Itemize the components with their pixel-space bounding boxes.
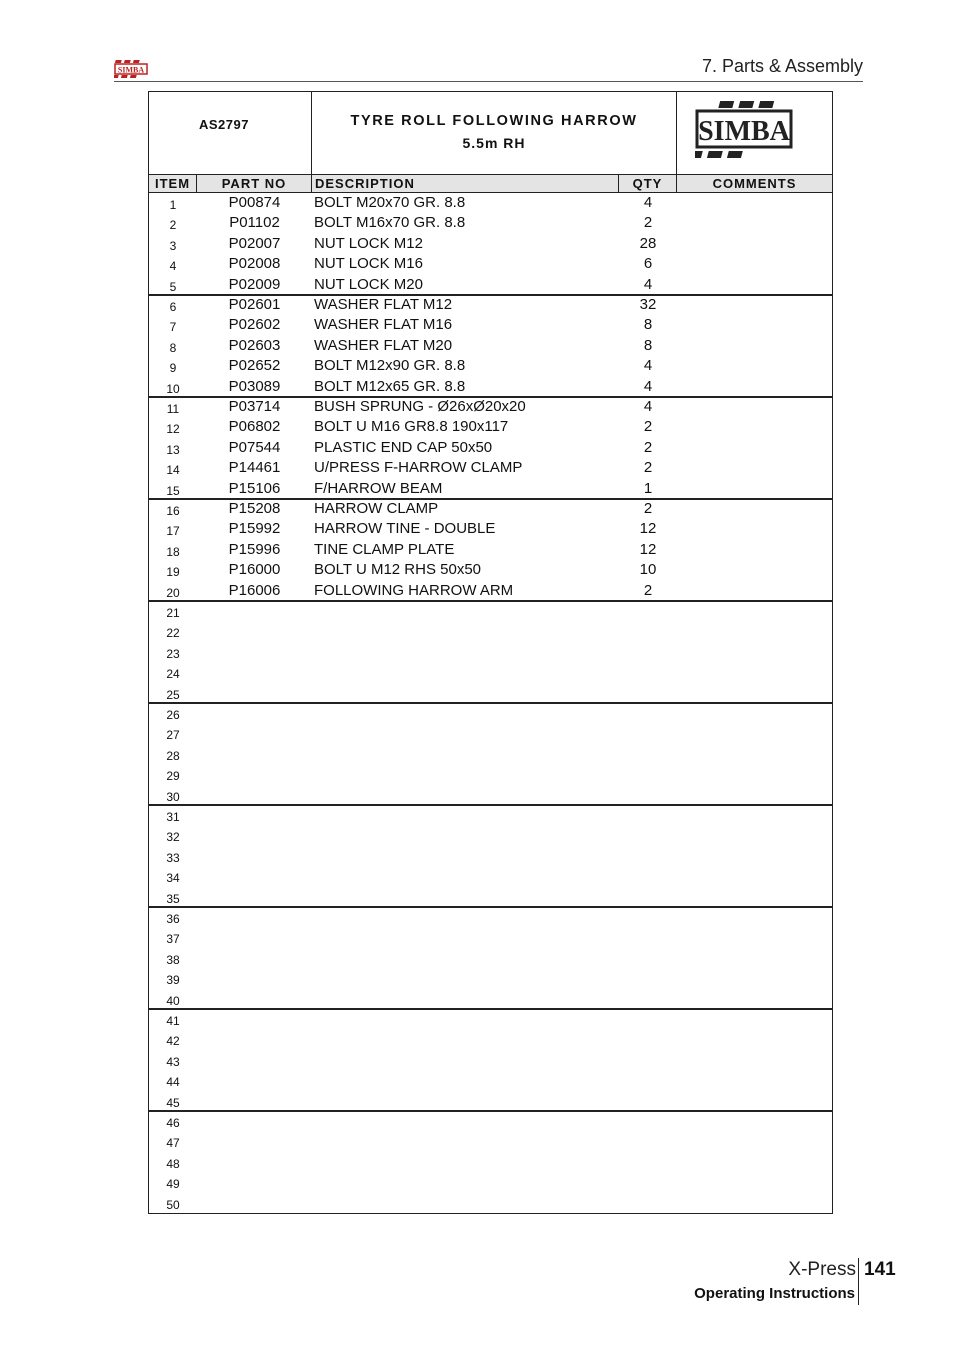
assembly-title-cell: [312, 92, 677, 174]
table-row: [149, 948, 832, 968]
part-no-cell: [197, 601, 312, 621]
item-cell: 48: [166, 1156, 180, 1171]
qty-cell: [619, 846, 677, 866]
table-row: [149, 315, 832, 335]
item-cell: 14: [166, 463, 180, 478]
table-row: [149, 1131, 832, 1151]
item-cell: 37: [166, 932, 180, 947]
part-no-cell: [197, 1131, 312, 1151]
table-row: [149, 744, 832, 764]
description-cell: BOLT M12x90 GR. 8.8: [314, 357, 466, 375]
column-header-qty: QTY: [619, 175, 677, 192]
qty-cell: 2: [643, 418, 653, 436]
simba-logo: [695, 98, 795, 162]
item-cell: 10: [166, 381, 180, 396]
item-cell: 1: [169, 198, 177, 212]
qty-cell: [619, 703, 677, 723]
part-no-cell: [197, 1009, 312, 1029]
qty-cell: 2: [643, 500, 653, 517]
table-row: [149, 254, 832, 274]
table-row: [149, 1009, 832, 1029]
item-cell: 35: [166, 891, 180, 906]
part-no-cell: [197, 642, 312, 662]
table-row: [149, 540, 832, 560]
item-cell: 24: [166, 667, 180, 682]
item-cell: 17: [166, 524, 180, 539]
qty-cell: [619, 948, 677, 968]
item-cell: 13: [166, 442, 180, 457]
part-no-cell: [197, 1029, 312, 1049]
part-no-cell: [197, 927, 312, 947]
footer-divider: [858, 1258, 859, 1305]
qty-cell: [619, 785, 677, 805]
description-cell: BOLT M12x65 GR. 8.8: [314, 377, 466, 395]
item-cell: 32: [166, 830, 180, 845]
item-cell: 22: [166, 626, 180, 641]
qty-cell: [619, 887, 677, 907]
qty-cell: [619, 927, 677, 947]
item-cell: 38: [166, 952, 180, 967]
table-row: [149, 723, 832, 743]
table-row: [149, 519, 832, 539]
part-no-cell: [197, 866, 312, 886]
table-row: [149, 846, 832, 866]
qty-cell: [619, 642, 677, 662]
item-cell: 26: [166, 708, 180, 722]
logo-cell: [677, 92, 832, 174]
item-cell: 43: [166, 1054, 180, 1069]
part-no-cell: P16006: [228, 581, 281, 599]
description-cell: BOLT M20x70 GR. 8.8: [314, 194, 466, 211]
table-row: [149, 560, 832, 580]
qty-cell: 2: [643, 459, 653, 477]
qty-cell: [619, 744, 677, 764]
item-cell: 44: [166, 1075, 180, 1090]
table-row: [149, 1193, 832, 1213]
table-row: [149, 989, 832, 1009]
item-cell: 3: [169, 238, 177, 253]
table-row: [149, 438, 832, 458]
qty-cell: [619, 723, 677, 743]
part-no-cell: [197, 1111, 312, 1131]
description-cell: WASHER FLAT M12: [314, 296, 453, 313]
svg-text:SIMBA: SIMBA: [117, 65, 145, 75]
table-row: [149, 927, 832, 947]
part-no-cell: [197, 989, 312, 1009]
table-row: [149, 275, 832, 295]
assembly-subtitle: 5.5m RH: [462, 135, 526, 151]
description-cell: U/PRESS F-HARROW CLAMP: [314, 459, 523, 477]
part-no-cell: P02652: [228, 357, 281, 375]
item-cell: 7: [169, 320, 177, 335]
table-row: [149, 377, 832, 397]
part-no-cell: [197, 846, 312, 866]
description-cell: WASHER FLAT M16: [314, 316, 453, 334]
table-row: [149, 642, 832, 662]
table-row: [149, 336, 832, 356]
item-cell: 16: [166, 504, 180, 518]
qty-cell: 2: [643, 581, 653, 599]
part-no-cell: [197, 1050, 312, 1070]
table-row: [149, 417, 832, 437]
item-cell: 40: [166, 993, 180, 1008]
part-no-cell: P01102: [229, 214, 280, 232]
qty-cell: 4: [643, 194, 653, 211]
item-cell: 34: [166, 871, 180, 886]
qty-cell: 4: [643, 275, 653, 293]
table-row: [149, 1172, 832, 1192]
part-no-cell: [197, 1070, 312, 1090]
description-cell: BOLT U M16 GR8.8 190x117: [314, 418, 509, 436]
part-no-cell: [197, 621, 312, 641]
assembly-title: TYRE ROLL FOLLOWING HARROW: [350, 113, 638, 129]
part-no-cell: [197, 785, 312, 805]
qty-cell: 8: [643, 336, 653, 354]
description-cell: HARROW TINE - DOUBLE: [314, 520, 496, 538]
table-row: [149, 356, 832, 376]
column-header-description: DESCRIPTION: [312, 175, 619, 192]
table-row: [149, 907, 832, 927]
item-cell: 19: [166, 565, 180, 580]
item-cell: 42: [166, 1034, 180, 1049]
part-no-cell: [197, 662, 312, 682]
column-header-row: [149, 174, 832, 193]
part-no-cell: P02603: [228, 336, 281, 354]
part-no-cell: [197, 683, 312, 703]
qty-cell: [619, 621, 677, 641]
description-cell: PLASTIC END CAP 50x50: [314, 438, 493, 456]
part-no-cell: [197, 907, 312, 927]
qty-cell: 6: [643, 255, 653, 273]
qty-cell: [619, 1172, 677, 1192]
assembly-number-cell: [149, 92, 312, 174]
description-cell: NUT LOCK M20: [314, 275, 423, 293]
description-cell: NUT LOCK M12: [314, 234, 423, 252]
header-simba-logo: [114, 59, 148, 79]
part-no-cell: P16000: [228, 561, 281, 579]
item-cell: 15: [166, 483, 180, 498]
qty-cell: [619, 1091, 677, 1111]
qty-cell: 8: [643, 316, 653, 334]
item-cell: 4: [169, 259, 177, 274]
table-row: [149, 805, 832, 825]
qty-cell: [619, 805, 677, 825]
qty-cell: [619, 825, 677, 845]
part-no-cell: P02602: [228, 316, 281, 334]
item-cell: 50: [166, 1197, 180, 1212]
qty-cell: 2: [643, 214, 653, 232]
table-row: [149, 662, 832, 682]
description-cell: HARROW CLAMP: [314, 500, 439, 517]
table-row: [149, 1070, 832, 1090]
table-row: [149, 479, 832, 499]
item-cell: 36: [166, 912, 180, 926]
table-row: [149, 785, 832, 805]
part-no-cell: [197, 805, 312, 825]
qty-cell: 4: [643, 398, 653, 415]
table-row: [149, 234, 832, 254]
item-cell: 45: [166, 1095, 180, 1110]
title-block: [149, 92, 832, 174]
part-no-cell: P03089: [228, 377, 281, 395]
qty-cell: [619, 764, 677, 784]
item-cell: 8: [169, 340, 177, 355]
table-row: [149, 1029, 832, 1049]
item-cell: 33: [166, 850, 180, 865]
part-no-cell: [197, 887, 312, 907]
description-cell: NUT LOCK M16: [314, 255, 423, 273]
description-cell: WASHER FLAT M20: [314, 336, 453, 354]
table-row: [149, 825, 832, 845]
description-cell: TINE CLAMP PLATE: [314, 540, 455, 558]
item-cell: 47: [166, 1136, 180, 1151]
qty-cell: 12: [639, 540, 657, 558]
qty-cell: [619, 1193, 677, 1213]
qty-cell: [619, 1070, 677, 1090]
part-no-cell: P15996: [228, 540, 281, 558]
part-no-cell: P03714: [228, 398, 281, 415]
description-cell: F/HARROW BEAM: [314, 479, 443, 497]
footer-product-name: X-Press: [788, 1259, 856, 1280]
part-no-cell: [197, 1172, 312, 1192]
item-cell: 29: [166, 769, 180, 784]
qty-cell: [619, 1050, 677, 1070]
column-header-item: ITEM: [149, 175, 197, 192]
table-row: [149, 621, 832, 641]
item-cell: 46: [166, 1116, 180, 1130]
part-no-cell: [197, 1193, 312, 1213]
item-cell: 23: [166, 646, 180, 661]
table-row: [149, 683, 832, 703]
part-no-cell: [197, 764, 312, 784]
table-row: [149, 499, 832, 519]
qty-cell: [619, 968, 677, 988]
part-no-cell: [197, 703, 312, 723]
table-row: [149, 458, 832, 478]
column-header-comments: COMMENTS: [712, 176, 797, 191]
description-cell: BOLT M16x70 GR. 8.8: [314, 214, 466, 232]
part-no-cell: P02009: [228, 275, 281, 293]
part-no-cell: [197, 825, 312, 845]
qty-cell: 4: [643, 357, 653, 375]
table-row: [149, 1152, 832, 1172]
item-cell: 11: [166, 402, 180, 416]
item-cell: 5: [169, 279, 177, 294]
item-cell: 30: [166, 789, 180, 804]
section-title: 7. Parts & Assembly: [701, 56, 863, 76]
item-cell: 18: [166, 544, 180, 559]
table-row: [149, 397, 832, 417]
item-cell: 39: [166, 973, 180, 988]
qty-cell: [619, 683, 677, 703]
part-no-cell: P07544: [228, 438, 281, 456]
part-no-cell: P02601: [228, 296, 281, 313]
qty-cell: 28: [639, 234, 657, 252]
item-cell: 28: [166, 748, 180, 763]
part-no-cell: P02008: [228, 255, 281, 273]
item-cell: 9: [169, 361, 177, 376]
part-no-cell: P15992: [228, 520, 281, 538]
table-row: [149, 1050, 832, 1070]
table-row: [149, 866, 832, 886]
table-row: [149, 601, 832, 621]
item-cell: 31: [166, 810, 180, 824]
description-cell: FOLLOWING HARROW ARM: [314, 581, 514, 599]
description-cell: BOLT U M12 RHS 50x50: [314, 561, 482, 579]
item-cell: 21: [166, 606, 180, 620]
header-divider: [114, 81, 863, 82]
item-cell: 27: [166, 728, 180, 743]
qty-cell: 1: [643, 479, 653, 497]
qty-cell: 32: [639, 296, 657, 313]
part-no-cell: P15208: [228, 500, 281, 517]
item-cell: 49: [166, 1177, 180, 1192]
part-no-cell: P02007: [228, 234, 281, 252]
qty-cell: [619, 907, 677, 927]
parts-list-sheet: [148, 91, 833, 1214]
item-cell: 20: [166, 585, 180, 600]
page-number: 141: [864, 1259, 896, 1280]
qty-cell: [619, 989, 677, 1009]
part-no-cell: P15106: [228, 479, 281, 497]
table-row: [149, 581, 832, 601]
svg-text:SIMBA: SIMBA: [698, 116, 790, 147]
qty-cell: [619, 1009, 677, 1029]
table-row: [149, 213, 832, 233]
table-row: [149, 1111, 832, 1131]
qty-cell: [619, 1029, 677, 1049]
footer-subtitle: Operating Instructions: [694, 1285, 855, 1302]
item-cell: 41: [166, 1014, 180, 1028]
part-no-cell: [197, 1152, 312, 1172]
qty-cell: 4: [643, 377, 653, 395]
qty-cell: [619, 866, 677, 886]
table-row: [149, 1091, 832, 1111]
qty-cell: 12: [639, 520, 657, 538]
part-no-cell: [197, 948, 312, 968]
item-cell: 6: [169, 300, 177, 314]
qty-cell: [619, 1152, 677, 1172]
qty-cell: 2: [643, 438, 653, 456]
table-row: [149, 295, 832, 315]
description-cell: BUSH SPRUNG - Ø26xØ20x20: [314, 398, 526, 415]
item-cell: 25: [166, 687, 180, 702]
assembly-number: AS2797: [199, 117, 249, 132]
column-header-part-no: PART NO: [197, 175, 312, 192]
item-cell: 2: [169, 218, 177, 233]
qty-cell: [619, 1111, 677, 1131]
qty-cell: 10: [639, 561, 657, 579]
part-no-cell: [197, 744, 312, 764]
part-no-cell: P14461: [228, 459, 281, 477]
part-no-cell: P00874: [228, 194, 281, 211]
part-no-cell: [197, 723, 312, 743]
part-no-cell: [197, 1091, 312, 1111]
table-row: [149, 703, 832, 723]
qty-cell: [619, 662, 677, 682]
qty-cell: [619, 1131, 677, 1151]
table-row: [149, 887, 832, 907]
part-no-cell: P06802: [228, 418, 281, 436]
table-row: [149, 968, 832, 988]
qty-cell: [619, 601, 677, 621]
table-row: [149, 764, 832, 784]
item-cell: 12: [166, 422, 180, 437]
part-no-cell: [197, 968, 312, 988]
table-row: [149, 193, 832, 213]
